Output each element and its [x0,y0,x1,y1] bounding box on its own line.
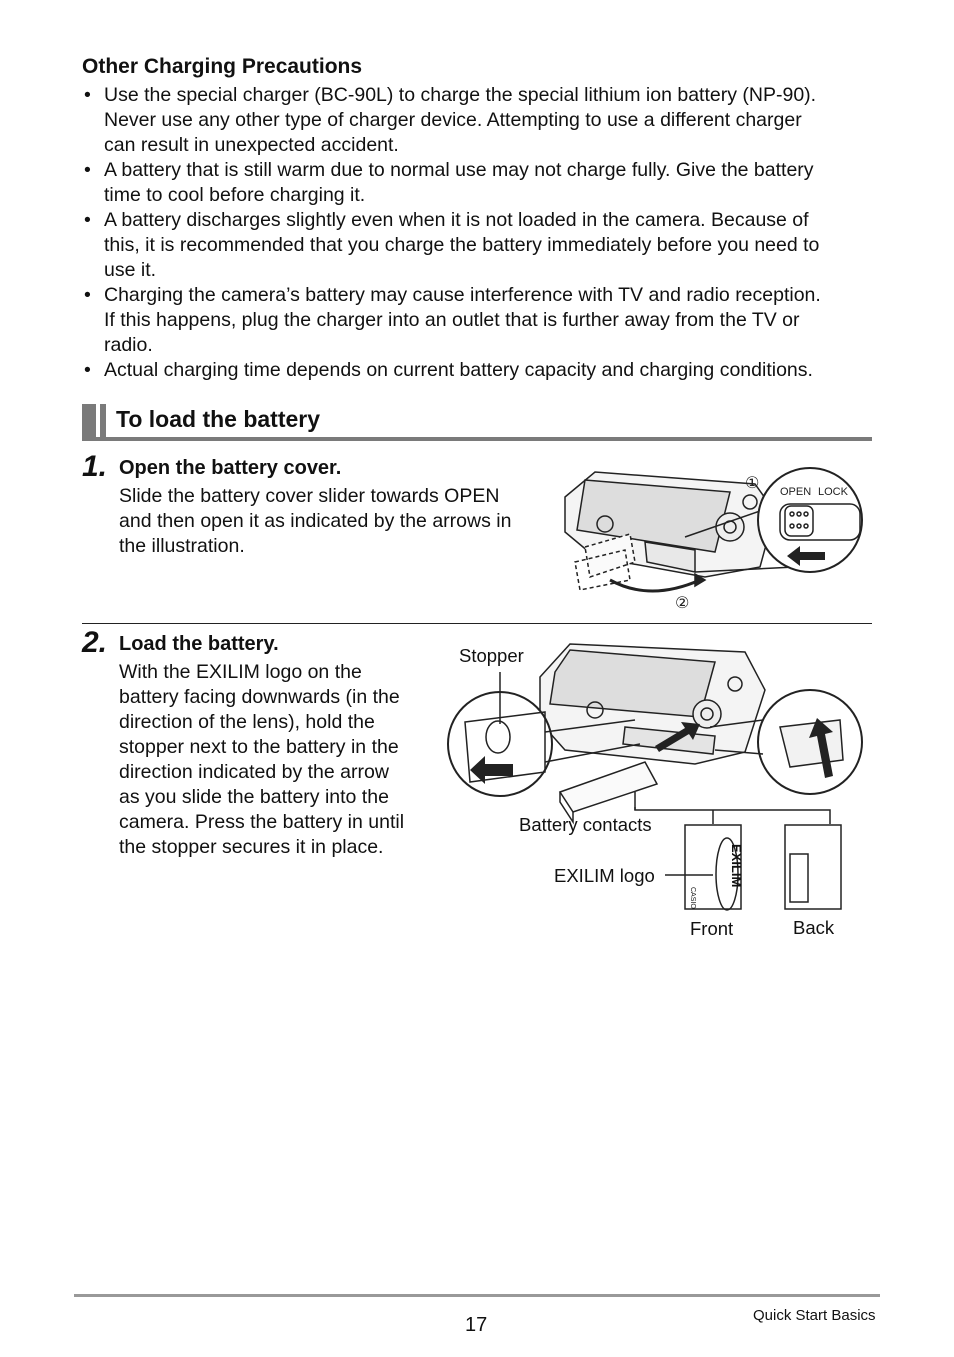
back-label: Back [793,917,835,938]
marker-1: ① [745,473,760,492]
footer-section: Quick Start Basics [753,1307,876,1324]
front-label: Front [690,918,734,939]
section-rule [82,437,872,441]
list-item-line: this, it is recommended that you charge the battery immediately before you need to [104,234,820,256]
precautions-heading: Other Charging Precautions [82,55,363,78]
section-marker [82,404,96,438]
list-item [82,358,882,383]
step-1-line: Slide the battery cover slider towards OPEN [119,485,500,507]
bullet: • [84,209,91,231]
footer-rule [74,1294,880,1297]
bullet: • [84,284,91,306]
bullet: • [84,84,91,106]
battery-logo-text: EXILIM [729,844,744,888]
list-item-line: radio. [104,334,153,356]
marker-2: ② [675,593,690,612]
bullet: • [84,159,91,181]
step-2-line: camera. Press the battery in until [119,811,405,833]
list-item [82,208,882,283]
step-1-title: Open the battery cover. [119,457,342,479]
list-item-line: time to cool before charging it. [104,184,366,206]
list-item-line: Charging the camera’s battery may cause interference with TV and radio reception. [104,284,821,306]
list-item-line: A battery that is still warm due to normal use may not charge fully. Give the battery [104,159,814,181]
list-item [82,158,882,208]
open-label: OPEN [780,486,812,498]
stopper-label: Stopper [459,645,524,666]
list-item [82,283,882,358]
step-2-line: battery facing downwards (in the [119,686,400,708]
step-2-line: the stopper secures it in place. [119,836,384,858]
step-2-number: 2. [82,626,108,659]
list-item-line: use it. [104,259,157,281]
list-item-line: Never use any other type of charger device. Attempting to use a different charger [104,109,802,131]
battery-brand-text: CASIO [689,887,696,909]
page-number: 17 [465,1314,488,1336]
step-1-line: and then open it as indicated by the arrows in [119,510,512,532]
section-marker [100,404,106,438]
section-header [82,404,872,440]
battery-contacts-label: Battery contacts [519,814,652,835]
step-divider [82,623,872,624]
exilim-logo-label: EXILIM logo [554,865,655,886]
step-1-body [119,484,549,559]
list-item-line: A battery discharges slightly even when it is not loaded in the camera. Because of [104,209,809,231]
bullet: • [84,359,91,381]
step-2-title: Load the battery. [119,633,279,655]
list-item-line: Use the special charger (BC-90L) to charge the special lithium ion battery (NP-90). [104,84,817,106]
open-cover-illustration [555,462,875,617]
step-2-line: as you slide the battery into the [119,786,389,808]
step-2-line: stopper next to the battery in the [119,736,399,758]
step-2-line: With the EXILIM logo on the [119,661,362,683]
list-item-line: can result in unexpected accident. [104,134,399,156]
step-2-body [119,660,439,860]
list-item [82,83,882,158]
list-item-line: If this happens, plug the charger into an outlet that is further away from the TV or [104,309,800,331]
step-1-number: 1. [82,450,108,483]
lock-label: LOCK [818,486,848,498]
load-battery-illustration [445,632,870,939]
step-1-line: the illustration. [119,535,245,557]
precautions-list [82,83,882,383]
list-item-line: Actual charging time depends on current battery capacity and charging conditions. [104,359,813,381]
step-2-line: direction of the lens), hold the [119,711,375,733]
step-2-line: direction indicated by the arrow [119,761,389,783]
section-title: To load the battery [116,406,321,432]
